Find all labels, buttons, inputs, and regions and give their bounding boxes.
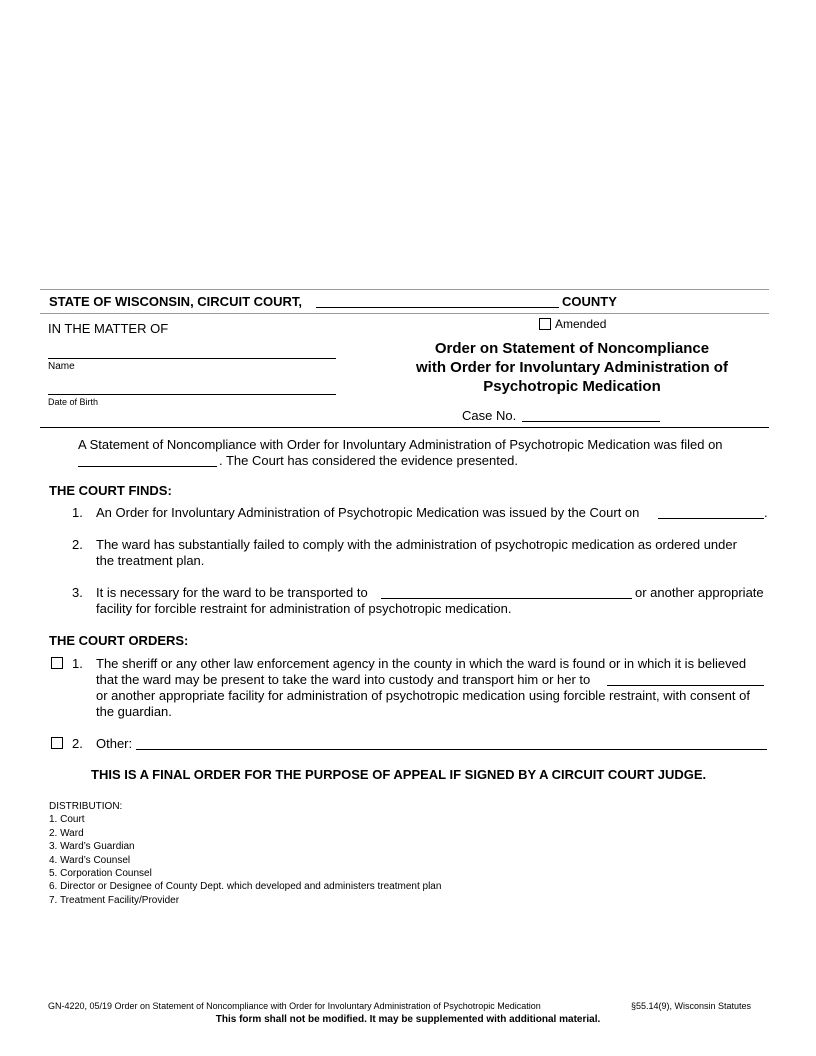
order-2-checkbox[interactable]: [51, 737, 63, 749]
order-transport-destination-field[interactable]: [607, 685, 764, 686]
distribution-item: 3. Ward’s Guardian: [49, 841, 135, 853]
county-label: COUNTY: [562, 294, 617, 309]
state-court-label: STATE OF WISCONSIN, CIRCUIT COURT,: [49, 294, 303, 309]
distribution-item: 7. Treatment Facility/Provider: [49, 894, 180, 906]
distribution-item: 6. Director or Designee of County Dept. which developed and administers treatment plan: [49, 881, 442, 893]
order-1-line-2: that the ward may be present to take the ward into custody and transport him or her to: [96, 672, 591, 687]
finding-2-line-2: the treatment plan.: [96, 553, 205, 568]
distribution-item: 5. Corporation Counsel: [49, 868, 152, 880]
case-no-label: Case No.: [462, 408, 517, 423]
header-bottom-rule: [40, 427, 769, 428]
name-label: Name: [48, 361, 75, 372]
intro-line-1: A Statement of Noncompliance with Order for Involuntary Administration of Psychotropic Medication was filed on: [78, 437, 723, 452]
title-line-3: Psychotropic Medication: [483, 378, 661, 395]
finding-1-period: .: [764, 505, 768, 520]
top-rule: [40, 289, 769, 290]
form-title: [372, 339, 772, 396]
case-no-field[interactable]: [522, 421, 660, 422]
order-1-line-4: the guardian.: [96, 704, 172, 719]
transport-facility-field[interactable]: [381, 598, 632, 599]
filed-date-field[interactable]: [78, 466, 217, 467]
intro-line-2: . The Court has considered the evidence presented.: [219, 453, 518, 468]
findings-heading: THE COURT FINDS:: [49, 483, 172, 498]
finding-2-number: 2.: [72, 537, 83, 552]
title-line-1: Order on Statement of Noncompliance: [434, 340, 710, 357]
header-rule: [40, 313, 769, 314]
finding-3-line-1b: or another appropriate: [635, 585, 764, 600]
distribution-item: 4. Ward’s Counsel: [49, 854, 131, 866]
order-1-line-1: The sheriff or any other law enforcement agency in the county in which the ward is found or in which it is believed: [96, 656, 747, 671]
finding-1-number: 1.: [72, 505, 83, 520]
finding-3-line-2: facility for forcible restraint for administration of psychotropic medication.: [96, 601, 512, 616]
modification-notice: This form shall not be modified. It may be supplemented with additional material.: [215, 1014, 601, 1025]
name-field[interactable]: [48, 358, 336, 359]
finding-3-number: 3.: [72, 585, 83, 600]
distribution-heading: DISTRIBUTION:: [49, 801, 123, 812]
amended-checkbox[interactable]: [539, 318, 551, 330]
orders-heading: THE COURT ORDERS:: [49, 633, 189, 648]
order-1-line-3: or another appropriate facility for administration of psychotropic medication using forcible restraint, with consent of: [96, 688, 750, 703]
finding-2-line-1: The ward has substantially failed to comply with the administration of psychotropic medication as ordered under: [96, 537, 737, 552]
order-1-number: 1.: [72, 656, 83, 671]
order-1-checkbox[interactable]: [51, 657, 63, 669]
county-name-field[interactable]: [316, 307, 559, 308]
order-2-other-label: Other:: [96, 736, 133, 751]
other-order-field[interactable]: [136, 749, 767, 750]
amended-label: Amended: [555, 317, 607, 331]
order-issued-date-field[interactable]: [658, 518, 764, 519]
order-2-number: 2.: [72, 736, 83, 751]
final-order-notice: THIS IS A FINAL ORDER FOR THE PURPOSE OF APPEAL IF SIGNED BY A CIRCUIT COURT JUDGE.: [91, 767, 707, 782]
statute-reference: §55.14(9), Wisconsin Statutes: [631, 1001, 752, 1011]
finding-1-text: An Order for Involuntary Administration of Psychotropic Medication was issued by the Court on: [96, 505, 640, 520]
distribution-item: 1. Court: [49, 814, 85, 826]
form-id: GN-4220, 05/19 Order on Statement of Noncompliance with Order for Involuntary Administration of Psychotropic Medication: [48, 1001, 541, 1011]
distribution-item: 2. Ward: [49, 827, 84, 839]
dob-field[interactable]: [48, 394, 336, 395]
distribution-block: [49, 800, 441, 907]
dob-label: Date of Birth: [48, 397, 99, 407]
matter-label: IN THE MATTER OF: [48, 321, 169, 336]
finding-3-line-1a: It is necessary for the ward to be transported to: [96, 585, 368, 600]
title-line-2: with Order for Involuntary Administration of: [416, 359, 728, 376]
